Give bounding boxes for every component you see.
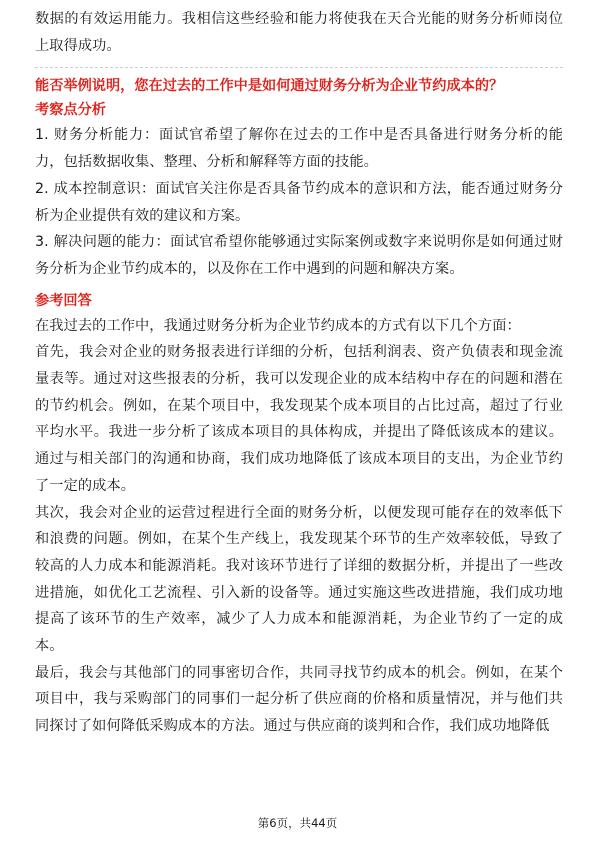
answer-paragraph-first: 首先，我会对企业的财务报表进行详细的分析，包括利润表、资产负债表和现金流量表等。通过对这些报表的分析，我可以发现企业的成本结构中存在的问题和潜在的节约机会。例如，在某个项目中，我发现某个成本项目的占比过高，超过了行业平均水平。我进一步分析了该成本项目的具体构成，并提出了降低该成本的建议。通过与相关部门的沟通和协商，我们成功地降低了该成本项目的支出，为企业节约了一定的成本。: [35, 344, 563, 494]
answer-paragraph-intro: 在我过去的工作中，我通过财务分析为企业节约成本的方式有以下几个方面：: [35, 317, 521, 334]
document-page: [35, 6, 563, 740]
intro-paragraph: 数据的有效运用能力。我相信这些经验和能力将使我在天合光能的财务分析师岗位上取得成功。: [35, 11, 563, 54]
answer-heading: 参考回答: [35, 292, 92, 309]
analysis-item-3: 3. 解决问题的能力：面试官希望你能够通过实际案例或数字来说明你是如何通过财务分析为企业节约成本的，以及你在工作中遇到的问题和解决方案。: [35, 234, 563, 277]
section-divider: [35, 67, 563, 68]
answer-paragraph-last: 最后，我会与其他部门的同事密切合作，共同寻找节约成本的机会。例如，在某个项目中，我与采购部门的同事们一起分析了供应商的价格和质量情况，并与他们共同探讨了如何降低采购成本的方法。通过与供应商的谈判和合作，我们成功地降低: [35, 664, 563, 735]
page-number: 第6页，共44页: [257, 816, 338, 830]
answer-paragraph-second: 其次，我会对企业的运营过程进行全面的财务分析，以便发现可能存在的效率低下和浪费的问题。例如，在某个生产线上，我发现某个环节的生产效率较低，导致了较高的人力成本和能源消耗。我对该环节进行了详细的数据分析，并提出了一些改进措施，如优化工艺流程、引入新的设备等。通过实施这些改进措施，我们成功地提高了该环节的生产效率，减少了人力成本和能源消耗，为企业节约了一定的成本。: [35, 504, 563, 655]
analysis-heading: 考察点分析: [35, 102, 106, 119]
analysis-item-1: 1. 财务分析能力：面试官希望了解你在过去的工作中是否具备进行财务分析的能力，包括数据收集、整理、分析和解释等方面的技能。: [35, 127, 563, 171]
analysis-item-2: 2. 成本控制意识：面试官关注你是否具备节约成本的意识和方法，能否通过财务分析为企业提供有效的建议和方案。: [35, 180, 563, 224]
interview-question: 能否举例说明，您在过去的工作中是如何通过财务分析为企业节约成本的？: [35, 78, 504, 95]
